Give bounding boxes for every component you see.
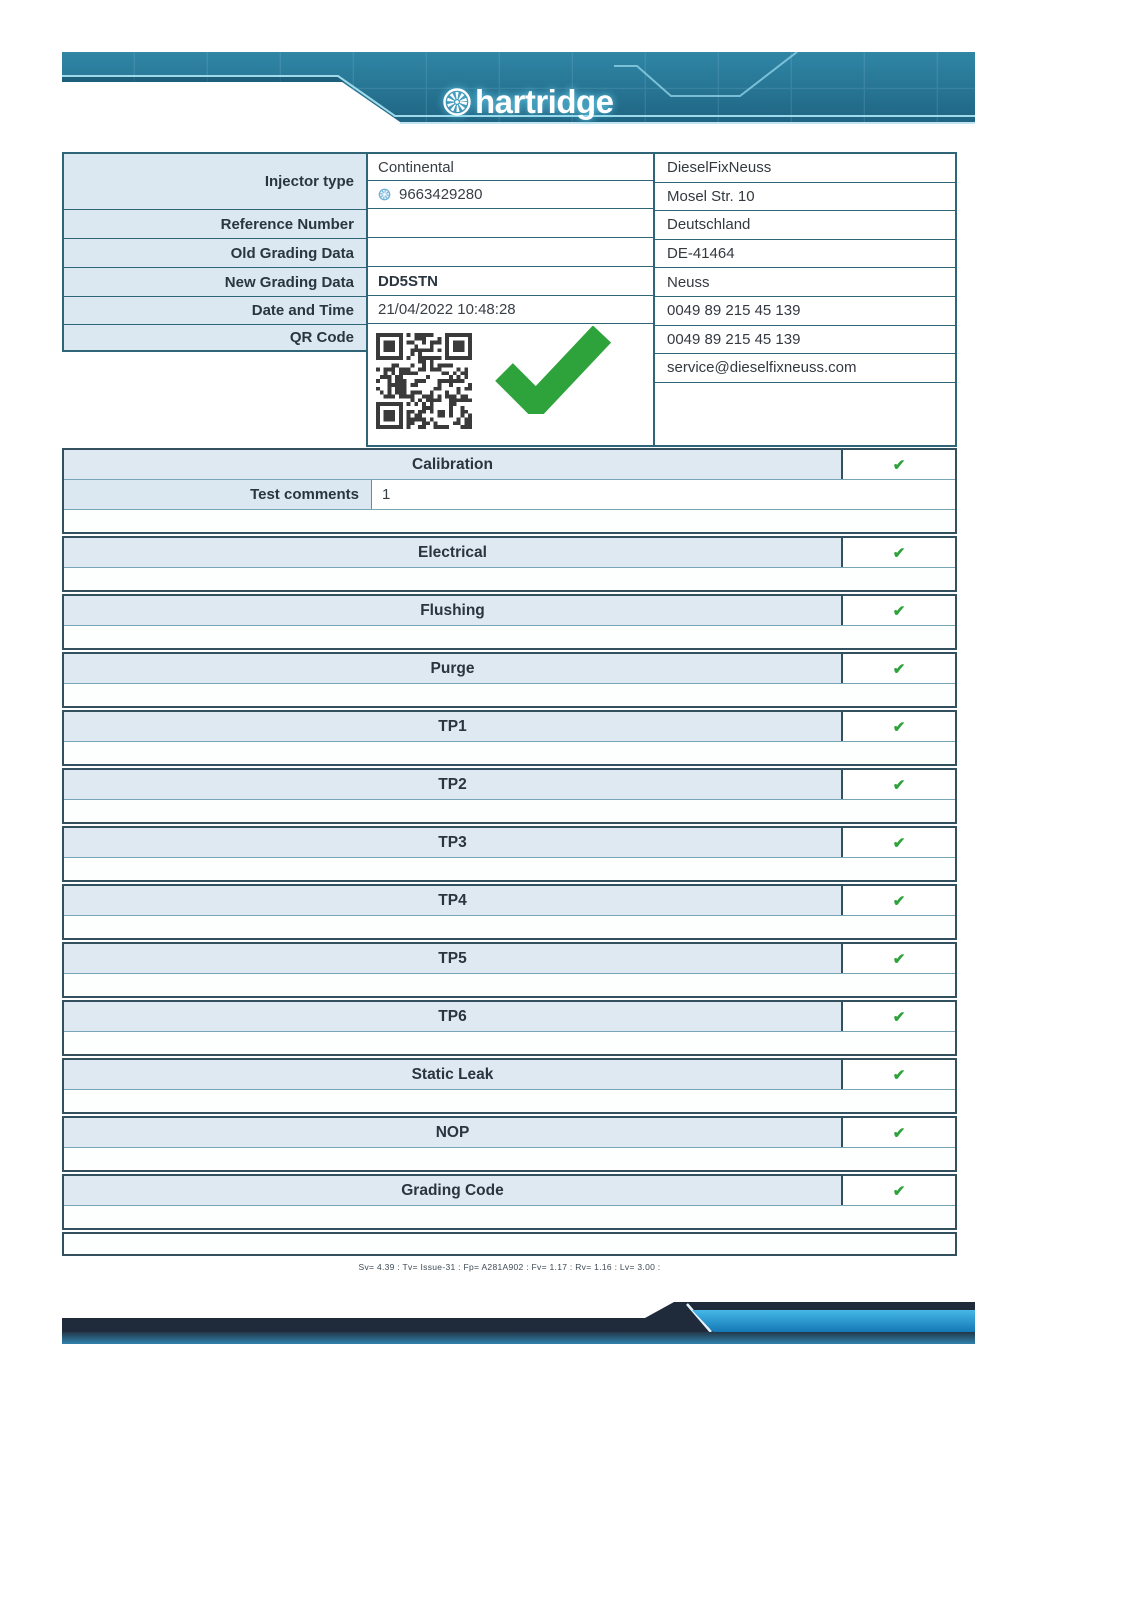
value-date-and-time: 21/04/2022 10:48:28 [368,296,653,324]
pass-check-icon: ✔ [841,770,955,799]
company-empty-cell [655,383,955,445]
label-new-grading-data: New Grading Data [64,268,366,297]
info-label-column [62,152,368,352]
company-name: DieselFixNeuss [655,154,955,183]
section-static-leak [62,1058,957,1114]
company-info-column [653,152,957,447]
section-empty-row [64,916,955,938]
section-title-tp3: TP3 [64,828,841,857]
section-tp1 [62,710,957,766]
section-title-tp2: TP2 [64,770,841,799]
section-title-static-leak: Static Leak [64,1060,841,1089]
overall-pass-check-icon [490,326,616,414]
test-comments-value: 1 [382,486,391,503]
version-line: Sv= 4.39 : Tv= Issue-31 : Fp= A281A902 : Fv= 1.17 : Rv= 1.16 : Lv= 3.00 : [358,1262,661,1272]
pass-check-icon: ✔ [841,712,955,741]
value-injector-type [368,154,653,181]
qr-code [376,333,472,429]
section-title-electrical: Electrical [64,538,841,567]
company-country: Deutschland [655,211,955,240]
section-empty-row [64,858,955,880]
section-empty-row [64,568,955,590]
label-reference-number: Reference Number [64,210,366,239]
bottom-banner [62,1301,975,1345]
section-empty-row [64,626,955,648]
value-new-grading-data: DD5STN [368,267,653,296]
section-empty-row [64,510,955,532]
pass-check-icon: ✔ [841,538,955,567]
pass-check-icon: ✔ [841,886,955,915]
pass-check-icon: ✔ [841,1118,955,1147]
section-electrical [62,536,957,592]
company-city: Neuss [655,268,955,297]
section-calibration [62,448,957,534]
section-empty-row [64,1090,955,1112]
section-empty-row [64,974,955,996]
pass-check-icon: ✔ [841,1176,955,1205]
section-tp3 [62,826,957,882]
section-purge [62,652,957,708]
pass-check-icon: ✔ [841,1060,955,1089]
section-title-calibration: Calibration [64,450,841,479]
company-phone-1: 0049 89 215 45 139 [655,297,955,326]
section-title-flushing: Flushing [64,596,841,625]
section-empty-row [64,1148,955,1170]
injector-type-text: Continental [378,158,454,176]
empty-footer-row [62,1232,957,1256]
section-title-tp6: TP6 [64,1002,841,1031]
label-old-grading-data: Old Grading Data [64,239,366,268]
label-qr-code: QR Code [289,329,354,346]
section-tp5 [62,942,957,998]
section-tp2 [62,768,957,824]
company-postcode: DE-41464 [655,240,955,269]
pass-check-icon: ✔ [841,1002,955,1031]
section-tp4 [62,884,957,940]
section-title-nop: NOP [64,1118,841,1147]
pass-check-icon: ✔ [841,944,955,973]
value-injector-serial [368,181,653,209]
section-title-tp1: TP1 [64,712,841,741]
section-nop [62,1116,957,1172]
label-injector-type: Injector type [64,154,366,210]
section-flushing [62,594,957,650]
section-empty-row [64,800,955,822]
section-tp6 [62,1000,957,1056]
pass-check-icon: ✔ [841,828,955,857]
value-reference-number [368,209,653,238]
section-empty-row [64,1032,955,1054]
company-street: Mosel Str. 10 [655,183,955,212]
pass-check-icon: ✔ [841,596,955,625]
bottom-blue-bar [692,1310,975,1332]
test-comments-label: Test comments [64,480,372,509]
section-grading-code [62,1174,957,1230]
mini-wheel-icon [378,188,391,201]
section-empty-row [64,684,955,706]
section-empty-row [64,742,955,764]
pass-check-icon: ✔ [841,654,955,683]
header-banner [62,52,975,128]
section-title-tp4: TP4 [64,886,841,915]
section-title-purge: Purge [64,654,841,683]
logo-text: hartridge [475,83,614,120]
injector-serial-text: 9663429280 [399,186,483,203]
section-title-tp5: TP5 [64,944,841,973]
section-title-grading-code: Grading Code [64,1176,841,1205]
section-empty-row [64,1206,955,1228]
company-email: service@dieselfixneuss.com [655,354,955,383]
test-sections [62,448,957,1272]
bottom-strip [62,1332,975,1344]
label-date-and-time: Date and Time [64,297,366,325]
company-phone-2: 0049 89 215 45 139 [655,326,955,355]
value-old-grading-data [368,238,653,267]
pass-check-icon: ✔ [841,450,955,479]
